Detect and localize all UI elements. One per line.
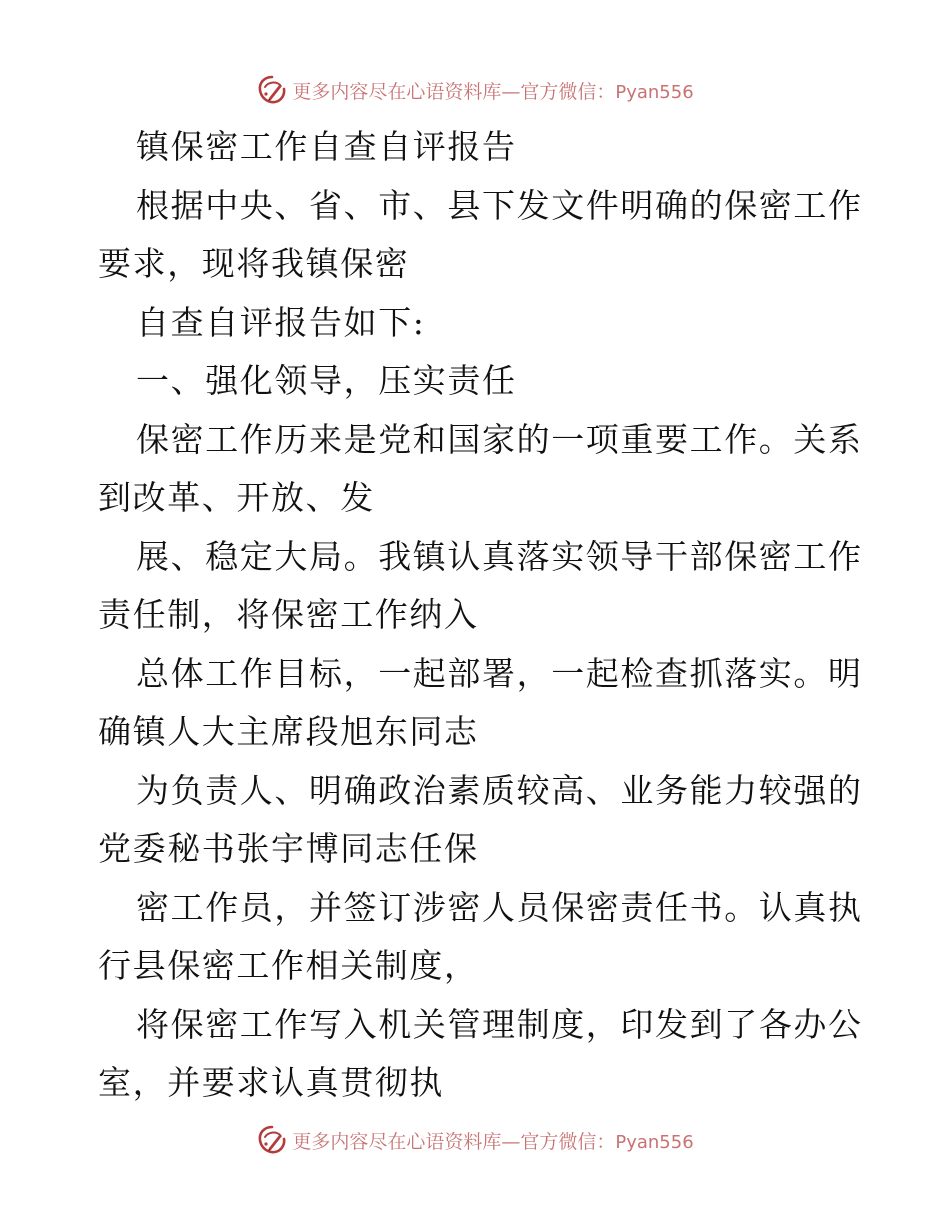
text-line: 为负责人、明确政治素质较高、业务能力较强的 <box>136 770 863 810</box>
text-line: 总体工作目标，一起部署，一起检查抓落实。明 <box>136 653 863 693</box>
banner-handle: Pyan556 <box>615 1131 694 1153</box>
text-line: 党委秘书张宇博同志任保 <box>98 829 479 868</box>
pen-nib-swirl-icon <box>256 74 288 106</box>
text-line: 行县保密工作相关制度， <box>98 946 479 985</box>
text-line: 到改革、开放、发 <box>98 478 375 517</box>
banner-handle: Pyan556 <box>615 81 694 103</box>
text-line: 保密工作历来是党和国家的一项重要工作。关系 <box>136 419 863 459</box>
text-line: 要求，现将我镇保密 <box>98 244 410 283</box>
banner-text: 更多内容尽在心语资料库—官方微信：Pyan556 <box>292 1130 694 1153</box>
text-line: 室，并要求认真贯彻执 <box>98 1063 444 1102</box>
text-line: 责任制，将保密工作纳入 <box>98 595 479 634</box>
text-line: 自查自评报告如下: <box>136 302 426 342</box>
text-line: 展、稳定大局。我镇认真落实领导干部保密工作 <box>136 536 863 576</box>
banner-text: 更多内容尽在心语资料库—官方微信：Pyan556 <box>292 80 694 103</box>
text-line: 根据中央、省、市、县下发文件明确的保密工作 <box>136 185 863 225</box>
text-line: 密工作员，并签订涉密人员保密责任书。认真执 <box>136 887 863 927</box>
text-line: 将保密工作写入机关管理制度，印发到了各办公 <box>136 1004 863 1044</box>
document-body <box>98 118 863 1113</box>
text-line: 一、强化领导，压实责任 <box>136 361 517 400</box>
document-title: 镇保密工作自查自评报告 <box>136 127 517 166</box>
pen-nib-swirl-icon <box>256 1124 288 1156</box>
text-line: 确镇人大主席段旭东同志 <box>98 712 479 751</box>
header-banner <box>0 72 950 108</box>
footer-banner <box>0 1122 950 1158</box>
